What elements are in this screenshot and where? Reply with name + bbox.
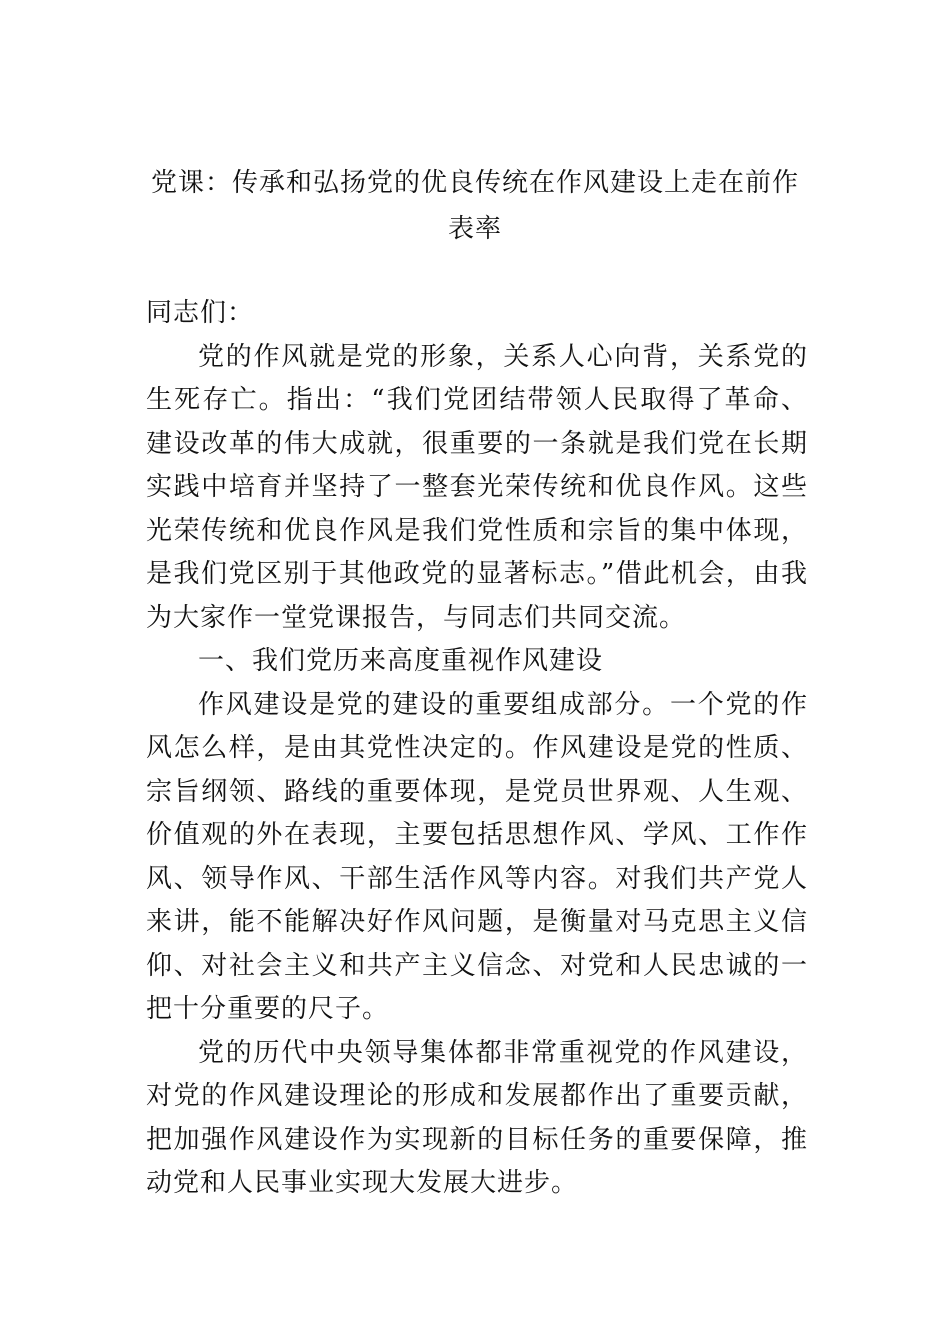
document-body: [146, 292, 808, 1206]
greeting: 同志们：: [146, 298, 255, 328]
paragraph-work-style: 作风建设是党的建设的重要组成部分。一个党的作风怎么样，是由其党性决定的。作风建设是党的性质、宗旨纲领、路线的重要体现，是党员世界观、人生观、价值观的外在表现，主要包括思想作风、学风、工作作风、领导作风、干部生活作风等内容。对我们共产党人来讲，能不能解决好作风问题，是衡量对马克思主义信仰、对社会主义和共产主义信念、对党和人民忠诚的一把十分重要的尺子。: [146, 689, 808, 1024]
section-heading-1: 一、我们党历来高度重视作风建设: [198, 646, 604, 676]
document-title: 党课：传承和弘扬党的优良传统在作风建设上走在前作表率: [150, 168, 799, 244]
paragraph-intro: 党的作风就是党的形象，关系人心向背，关系党的生死存亡。指出：“我们党团结带领人民取得了革命、建设改革的伟大成就，很重要的一条就是我们党在长期实践中培育并坚持了一整套光荣传统和优良作风。这些光荣传统和优良作风是我们党性质和宗旨的集中体现，是我们党区别于其他政党的显著标志。”借此机会，由我为大家作一堂党课报告，与同志们共同交流。: [146, 341, 808, 633]
paragraph-leadership: 党的历代中央领导集体都非常重视党的作风建设，对党的作风建设理论的形成和发展都作出了重要贡献，把加强作风建设作为实现新的目标任务的重要保障，推动党和人民事业实现大发展大进步。: [146, 1037, 808, 1198]
